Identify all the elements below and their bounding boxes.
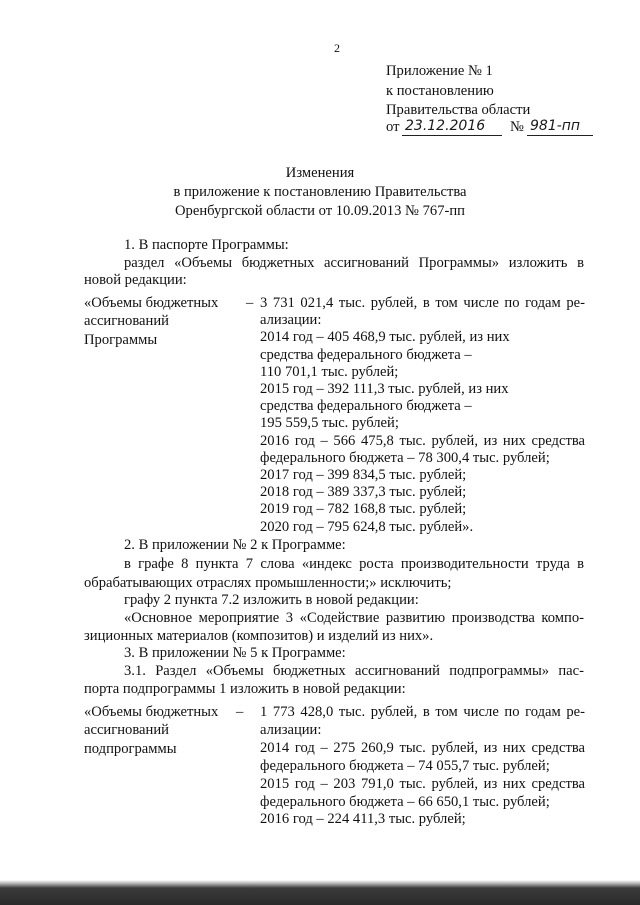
section-2-p2: графу 2 пункта 7.2 изложить в новой редакции: bbox=[124, 592, 419, 608]
table-2-value-line: федерального бюджета – 66 650,1 тыс. рублей; bbox=[260, 793, 550, 810]
section-3-p1-line-2: порта подпрограммы 1 изложить в новой редакции: bbox=[84, 681, 406, 697]
section-1-heading: 1. В паспорте Программы: bbox=[124, 237, 289, 253]
table-1-dash: – bbox=[246, 295, 254, 311]
section-2-heading: 2. В приложении № 2 к Программе: bbox=[124, 537, 346, 553]
table-2-label-line: подпрограммы bbox=[84, 740, 177, 757]
section-2-p3-line-1: «Основное мероприятие 3 «Содействие развитию производства компо- bbox=[124, 610, 584, 626]
table-2-value-line: 1 773 428,0 тыс. рублей, в том числе по годам ре- bbox=[260, 704, 585, 720]
table-1-value-line: 110 701,1 тыс. рублей; bbox=[260, 363, 399, 380]
table-1-label-line: ассигнований bbox=[84, 313, 169, 330]
page-number: 2 bbox=[334, 41, 340, 55]
scan-bottom-edge bbox=[0, 880, 640, 905]
table-1-value-line: 2020 год – 795 624,8 тыс. рублей». bbox=[260, 518, 474, 535]
table-1-value-line: 2019 год – 782 168,8 тыс. рублей; bbox=[260, 501, 467, 518]
section-2-p3-line-2: зиционных материалов (композитов) и изделий из них». bbox=[84, 628, 434, 644]
table-1-label-line: «Объемы бюджетных bbox=[84, 295, 219, 311]
section-3-p1-line-1: 3.1. Раздел «Объемы бюджетных ассигнований подпрограммы» пас- bbox=[124, 663, 584, 679]
table-1-value-line: 2016 год – 566 475,8 тыс. рублей, из них средства bbox=[260, 432, 585, 449]
table-2-dash: – bbox=[236, 704, 244, 720]
table-2-label-line: ассигнований bbox=[84, 722, 169, 739]
appendix-number-label: № bbox=[510, 119, 524, 135]
table-1-value-line: 2014 год – 405 468,9 тыс. рублей, из них bbox=[260, 329, 510, 346]
table-2-value-line: ализации: bbox=[260, 721, 322, 738]
section-3-heading: 3. В приложении № 5 к Программе: bbox=[124, 645, 346, 661]
table-1-value-line: средства федерального бюджета – bbox=[260, 398, 472, 415]
handwritten-number: 981-пп bbox=[530, 118, 581, 134]
title-line-1: Изменения bbox=[285, 165, 355, 181]
number-underline bbox=[527, 135, 593, 136]
table-1-value-line: ализации: bbox=[260, 312, 322, 329]
appendix-line-3: Правительства области bbox=[386, 102, 531, 118]
appendix-line-1: Приложение № 1 bbox=[386, 63, 493, 79]
table-2-label-line: «Объемы бюджетных bbox=[84, 704, 219, 720]
appendix-from-label: от bbox=[386, 119, 400, 135]
table-1-value-line: 2017 год – 399 834,5 тыс. рублей; bbox=[260, 467, 467, 483]
table-1-value-line: 195 559,5 тыс. рублей; bbox=[260, 415, 399, 432]
handwritten-date: 23.12.2016 bbox=[405, 118, 486, 134]
section-2-p1-line-2: обрабатывающих отраслях промышленности;» исключить; bbox=[84, 575, 452, 591]
table-2-value-line: 2015 год – 203 791,0 тыс. рублей, из них средства bbox=[260, 775, 585, 792]
date-underline bbox=[402, 135, 502, 136]
table-1-value-line: федерального бюджета – 78 300,4 тыс. рублей; bbox=[260, 449, 550, 466]
table-2-value-line: 2014 год – 275 260,9 тыс. рублей, из них средства bbox=[260, 739, 585, 756]
table-2-value-line: федерального бюджета – 74 055,7 тыс. рублей; bbox=[260, 757, 550, 774]
table-1-value-line: средства федерального бюджета – bbox=[260, 346, 472, 363]
appendix-line-2: к постановлению bbox=[386, 83, 494, 99]
section-1-intro-line-1: раздел «Объемы бюджетных ассигнований Программы» изложить в bbox=[124, 255, 584, 271]
title-line-3: Оренбургской области от 10.09.2013 № 767-пп bbox=[175, 203, 465, 219]
table-1-value-line: 2018 год – 389 337,3 тыс. рублей; bbox=[260, 484, 467, 501]
section-1-intro-line-2: новой редакции: bbox=[84, 272, 187, 288]
table-1-value-line: 3 731 021,4 тыс. рублей, в том числе по годам ре- bbox=[260, 295, 585, 311]
table-1-label-line: Программы bbox=[84, 331, 158, 348]
table-2-value-line: 2016 год – 224 411,3 тыс. рублей; bbox=[260, 811, 466, 828]
table-1-value-line: 2015 год – 392 111,3 тыс. рублей, из них bbox=[260, 381, 509, 397]
title-line-2: в приложение к постановлению Правительства bbox=[173, 184, 467, 200]
section-2-p1-line-1: в графе 8 пункта 7 слова «индекс роста производительности труда в bbox=[124, 556, 584, 572]
